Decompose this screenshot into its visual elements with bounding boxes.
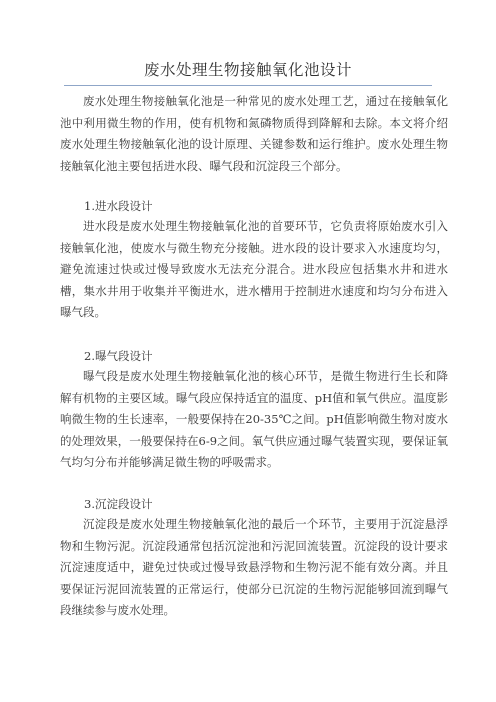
title-underline [64,85,432,86]
section-heading-sedimentation: 3.沉淀段设计 [84,497,153,511]
section-heading-aeration: 2.曝气段设计 [84,349,153,363]
section-body-inlet: 进水段是废水处理生物接触氧化池的首要环节，它负责将原始废水引入接触氧化池，使废水与微生物充分接触。进水段的设计要求入水速度均匀，避免流速过快或过慢导致废水无法充分混合。进水段应包括集水井和进水槽，集水井用于收集并平衡进水，进水槽用于控制进水速度和均匀分布进入曝气段。 [60,219,448,319]
section-body-sedimentation: 沉淀段是废水处理生物接触氧化池的最后一个环节，主要用于沉淀悬浮物和生物污泥。沉淀段通常包括沉淀池和污泥回流装置。沉淀段的设计要求沉淀速度适中，避免过快或过慢导致悬浮物和生物污泥不能有效分离。并且要保证污泥回流装置的正常运行，使部分已沉淀的生物污泥能够回流到曝气段继续参与废水处理。 [60,517,448,617]
intro-paragraph: 废水处理生物接触氧化池是一种常见的废水处理工艺，通过在接触氧化池中利用微生物的作用，使有机物和氮磷物质得到降解和去除。本文将介绍废水处理生物接触氧化池的设计原理、关键参数和运行维护。废水处理生物接触氧化池主要包括进水段、曝气段和沉淀段三个部分。 [60,94,448,173]
section-heading-inlet: 1.进水段设计 [84,199,153,213]
page-title: 废水处理生物接触氧化池设计 [143,61,352,79]
section-body-aeration: 曝气段是废水处理生物接触氧化池的核心环节，是微生物进行生长和降解有机物的主要区域。曝气段应保持适宜的温度、pH值和氧气供应。温度影响微生物的生长速率，一般要保持在20-35℃之间。pH值影响微生物对废水的处理效果，一般要保持在6-9之间。氧气供应通过曝气装置实现，要保证氧气均匀分布并能够满足微生物的呼吸需求。 [60,369,448,469]
